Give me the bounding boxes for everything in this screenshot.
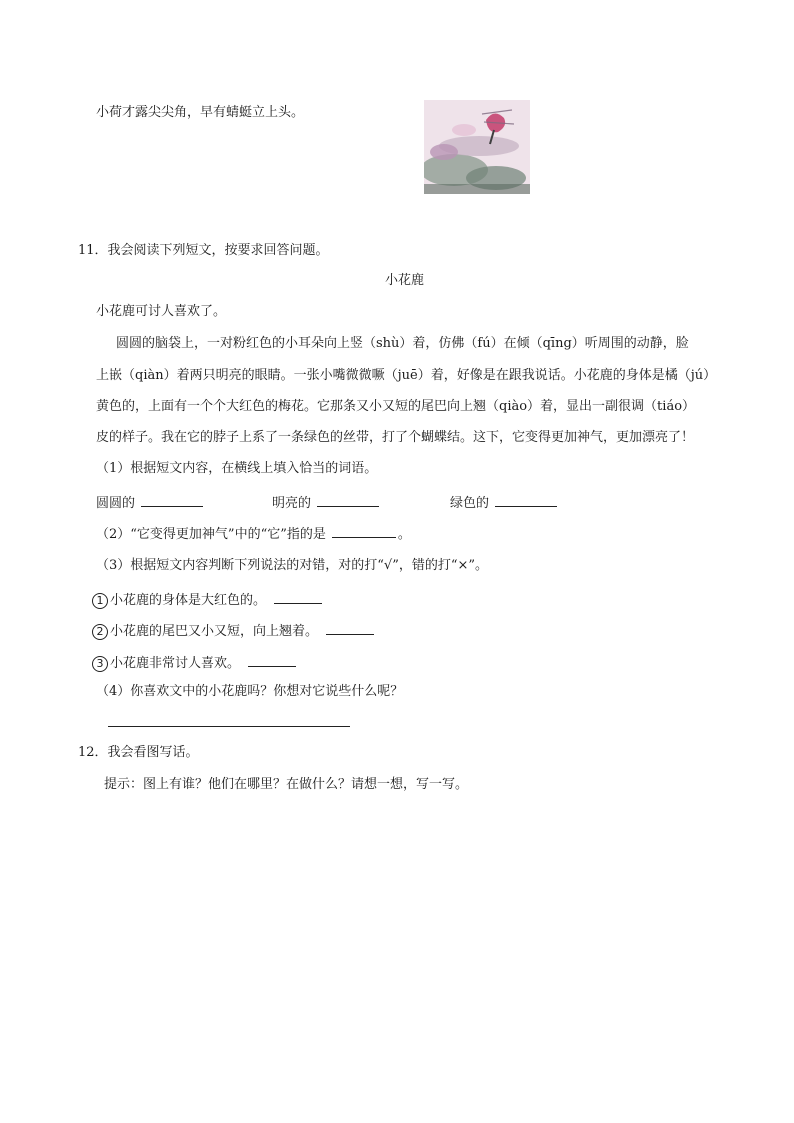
fill-blank-2[interactable] <box>317 492 379 507</box>
judge-blank-2[interactable] <box>326 620 374 635</box>
circled-number-1: 1 <box>92 593 108 609</box>
sub2-blank[interactable] <box>332 523 396 538</box>
judge-blank-3[interactable] <box>248 652 296 667</box>
passage-line-1: 小花鹿可讨人喜欢了。 <box>96 304 227 319</box>
fill-item-3 <box>450 492 557 514</box>
q12-hint: 提示：图上有谁？他们在哪里？在做什么？请想一想，写一写。 <box>104 777 469 792</box>
judge-text-3: 小花鹿非常讨人喜欢。 <box>110 656 241 671</box>
judge-item-2 <box>92 620 374 642</box>
circled-number-3: 3 <box>92 656 108 672</box>
q11-prompt: 11．我会阅读下列短文，按要求回答问题。 <box>78 243 329 258</box>
passage-line-2: 圆圆的脑袋上，一对粉红色的小耳朵向上竖（shù）着，仿佛（fú）在倾（qīng）听周围的动静，脸 <box>116 336 689 351</box>
fill-blank-1[interactable] <box>141 492 203 507</box>
judge-text-1: 小花鹿的身体是大红色的。 <box>110 593 267 608</box>
judge-item-1 <box>92 589 322 611</box>
sub-question-3: （3）根据短文内容判断下列说法的对错，对的打“√”，错的打“×”。 <box>96 558 489 573</box>
circled-number-2: 2 <box>92 624 108 640</box>
sub2-text: （2）“它变得更加神气”中的“它”指的是 <box>96 527 326 542</box>
passage-line-5: 皮的样子。我在它的脖子上系了一条绿色的丝带，打了个蝴蝶结。这下，它变得更加神气，更加漂亮了！ <box>96 430 695 445</box>
fill-label-2: 明亮的 <box>272 496 312 511</box>
fill-item-2 <box>272 492 379 514</box>
q12-prompt: 12．我会看图写话。 <box>78 745 199 760</box>
sub-question-4: （4）你喜欢文中的小花鹿吗？你想对它说些什么呢？ <box>96 684 404 699</box>
fill-item-1 <box>96 492 203 514</box>
sub-question-2 <box>96 523 411 545</box>
fill-label-1: 圆圆的 <box>96 496 136 511</box>
judge-blank-1[interactable] <box>274 589 322 604</box>
poem-line: 小荷才露尖尖角，早有蜻蜓立上头。 <box>96 105 305 120</box>
fill-label-3: 绿色的 <box>450 496 490 511</box>
lotus-dragonfly-illustration <box>424 100 530 194</box>
sub2-period: 。 <box>397 527 411 542</box>
passage-title: 小花鹿 <box>385 273 425 288</box>
fill-blank-3[interactable] <box>495 492 557 507</box>
sub-question-1: （1）根据短文内容，在横线上填入恰当的词语。 <box>96 461 378 476</box>
lotus-dragonfly-picture <box>424 100 530 194</box>
judge-item-3 <box>92 652 296 674</box>
judge-text-2: 小花鹿的尾巴又小又短，向上翘着。 <box>110 624 319 639</box>
passage-line-3: 上嵌（qiàn）着两只明亮的眼睛。一张小嘴微微噘（juē）着，好像是在跟我说话。小花鹿的身体是橘（jú） <box>96 368 717 383</box>
passage-line-4: 黄色的，上面有一个个大红色的梅花。它那条又小又短的尾巴向上翘（qiào）着，显出一副很调（tiáo） <box>96 399 696 414</box>
answer-line[interactable] <box>108 726 350 727</box>
